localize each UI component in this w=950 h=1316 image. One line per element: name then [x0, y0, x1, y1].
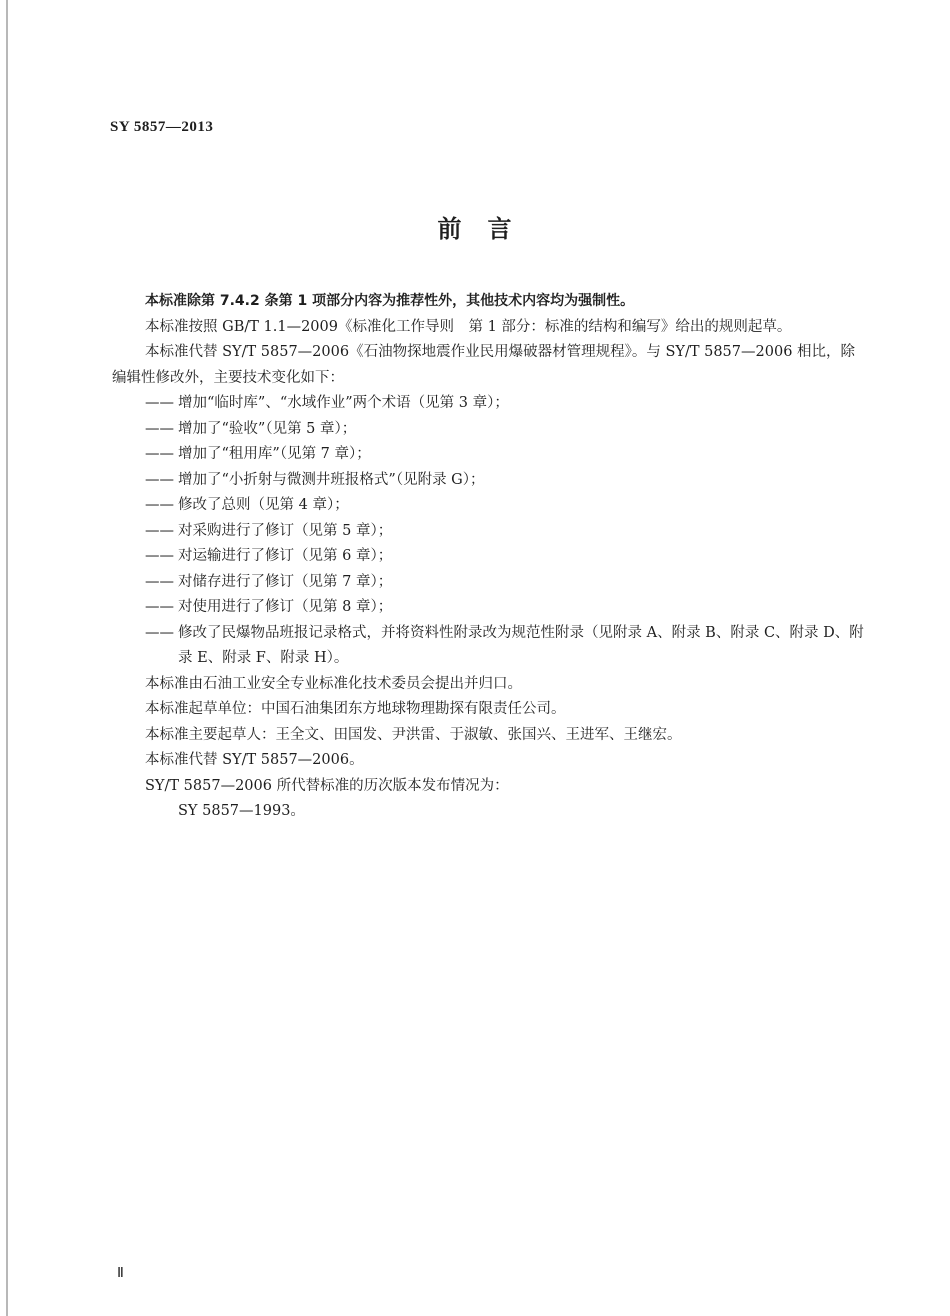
- list-item: —— 对采购进行了修订（见第 5 章）；: [145, 522, 393, 539]
- list-item: —— 增加了“小折射与微测井班报格式”（见附录 G）；: [145, 471, 485, 488]
- list-item: —— 对储存进行了修订（见第 7 章）；: [145, 573, 393, 590]
- binding-edge: [6, 0, 8, 1316]
- list-item: —— 增加了“租用库”（见第 7 章）；: [145, 446, 371, 462]
- drafting-rules-paragraph: 本标准按照 GB/T 1.1—2009《标准化工作导则 第 1 部分：标准的结构和编写》给出的规则起草。: [145, 318, 792, 335]
- replaces-paragraph: 本标准代替 SY/T 5857—2006。: [145, 752, 364, 768]
- standard-code: SY 5857—2013: [110, 119, 214, 135]
- drafters-paragraph: 本标准主要起草人：王全文、田国发、尹洪雷、于淑敏、张国兴、王进军、王继宏。: [145, 726, 682, 743]
- page-number: Ⅱ: [117, 1266, 124, 1281]
- changes-list: [112, 391, 864, 672]
- page-title: 前 言: [437, 215, 513, 243]
- mandatory-statement: 本标准除第 7.4.2 条第 1 项部分内容为推荐性外，其他技术内容均为强制性。: [145, 293, 635, 309]
- list-item: —— 增加“临时库”、“水域作业”两个术语（见第 3 章）；: [145, 395, 509, 411]
- history-paragraph: SY/T 5857—2006 所代替标准的历次版本发布情况为：: [145, 777, 509, 794]
- foreword-body: [112, 289, 864, 825]
- list-item: —— 对使用进行了修订（见第 8 章）；: [145, 599, 393, 615]
- list-item: —— 增加了“验收”（见第 5 章）；: [145, 420, 357, 437]
- list-item: —— 修改了民爆物品班报记录格式，并将资料性附录改为规范性附录（见附录 A、附录 B、附录 C、附录 D、附录 E、附录 F、附录 H）。: [145, 624, 864, 666]
- history-version: SY 5857—1993。: [178, 803, 305, 819]
- list-item: —— 修改了总则（见第 4 章）；: [145, 497, 349, 513]
- proposer-paragraph: 本标准由石油工业安全专业标准化技术委员会提出并归口。: [145, 675, 522, 692]
- list-item: —— 对运输进行了修订（见第 6 章）；: [145, 548, 393, 564]
- replacement-paragraph: 本标准代替 SY/T 5857—2006《石油物探地震作业民用爆破器材管理规程》。与 SY/T 5857—2006 相比，除编辑性修改外，主要技术变化如下：: [112, 344, 856, 386]
- drafting-unit-paragraph: 本标准起草单位：中国石油集团东方地球物理勘探有限责任公司。: [145, 701, 566, 717]
